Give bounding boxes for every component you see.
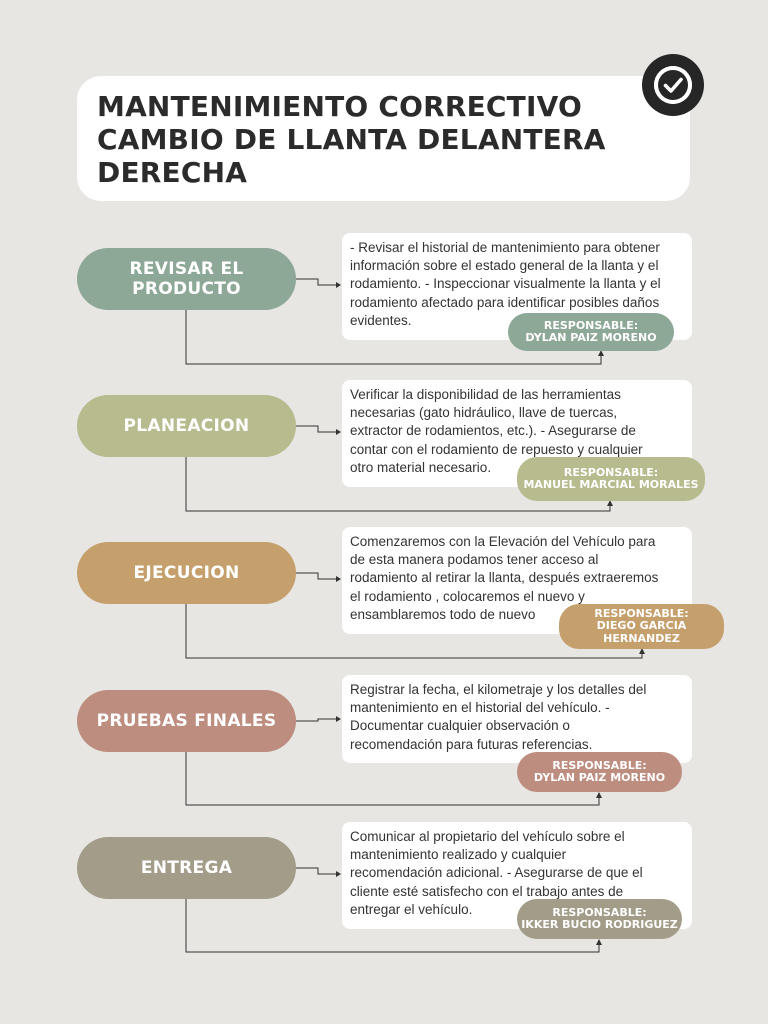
responsible-line: IKKER BUCIO RODRIGUEZ — [521, 918, 678, 931]
step-pill-planeacion — [77, 395, 296, 457]
arrow-right-4 — [336, 716, 341, 722]
connector-right-3 — [296, 573, 340, 579]
arrow-up-4 — [596, 792, 602, 798]
description-line: evidentes. — [350, 312, 412, 328]
step-label-line: PRODUCTO — [132, 279, 241, 299]
step-label-line: ENTREGA — [140, 858, 233, 878]
description-line: rodamiento. - Inspeccionar visualmente la llanta y el — [350, 276, 661, 292]
step-label-line: PLANEACION — [123, 416, 250, 436]
responsible-line: DYLAN PAIZ MORENO — [533, 771, 666, 784]
responsible-line: RESPONSABLE: — [552, 905, 647, 919]
responsible-badge — [559, 604, 724, 649]
connector-right-4 — [296, 719, 340, 721]
arrow-right-2 — [336, 429, 341, 435]
arrow-up-5 — [596, 939, 602, 945]
responsible-badge — [517, 752, 682, 792]
arrow-right-5 — [336, 871, 341, 877]
title-line-2: CAMBIO DE LLANTA DELANTERA — [97, 123, 606, 156]
description-line: rodamiento al retirar la llanta, después extraeremos — [350, 570, 659, 586]
description-line: otro material necesario. — [350, 459, 492, 475]
description-line: mantenimiento realizado y cualquier — [350, 847, 567, 863]
responsible-badge — [517, 457, 705, 501]
description-line: entregar el vehículo. — [350, 901, 473, 917]
description-line: información sobre el estado general de la llanta y el — [350, 258, 659, 274]
step-label-line: PRUEBAS FINALES — [96, 711, 277, 731]
description-line: ensamblaremos todo de nuevo — [350, 606, 536, 622]
responsible-line: RESPONSABLE: — [543, 318, 639, 332]
responsible-line: HERNANDEZ — [603, 631, 680, 645]
arrow-right-1 — [336, 282, 341, 288]
connector-right-1 — [296, 279, 340, 285]
title-line-3: DERECHA — [97, 156, 248, 189]
step-pill-entrega — [77, 837, 296, 899]
description-line: Verificar la disponibilidad de las herramientas — [350, 387, 621, 402]
connector-right-5 — [296, 868, 340, 874]
description-line: cliente esté satisfecho con el trabajo antes de — [350, 883, 624, 899]
description-line: Registrar la fecha, el kilometraje y los detalles del — [350, 682, 647, 697]
description-line: Documentar cualquier observación o — [350, 718, 570, 734]
responsible-line: DIEGO GARCIA — [596, 619, 687, 633]
description-line: contar con el rodamiento de repuesto y cualquier — [350, 441, 643, 457]
description-line: recomendación adicional. - Asegurarse de que el — [350, 865, 643, 881]
step-pill-ejecucion — [77, 542, 296, 604]
responsible-badge — [508, 313, 674, 351]
responsible-line: RESPONSABLE: — [563, 465, 659, 479]
description-line: de esta manera podamos tener acceso al — [350, 552, 599, 568]
description-line: necesarias (gato hidráulico, llave de tuercas, — [350, 405, 618, 421]
description-line: Comunicar al propietario del vehículo sobre el — [350, 829, 625, 844]
description-line: Comenzaremos con la Elevación del Vehículo para — [350, 534, 656, 549]
responsible-line: DYLAN PAIZ MORENO — [525, 331, 657, 344]
description-line: recomendación para futuras referencias. — [350, 736, 593, 752]
step-label-line: REVISAR EL — [129, 259, 244, 279]
connector-right-2 — [296, 426, 340, 432]
description-line: mantenimiento en el historial del vehículo. - — [350, 700, 610, 716]
step-pill-pruebas-finales — [77, 690, 296, 752]
arrow-right-3 — [336, 576, 341, 582]
responsible-line: RESPONSABLE: — [552, 758, 647, 772]
step-pill-revisar-producto — [77, 248, 296, 310]
step-label-line: EJECUCION — [133, 563, 240, 583]
description-line: - Revisar el historial de mantenimiento para obtener — [350, 240, 660, 255]
description-line: rodamiento afectado para identificar posibles daños — [350, 294, 660, 310]
title-line-1: MANTENIMIENTO CORRECTIVO — [97, 90, 582, 123]
responsible-line: MANUEL MARCIAL MORALES — [523, 478, 699, 491]
description-line: el rodamiento , colocaremos el nuevo y — [350, 588, 585, 604]
step-description-card — [342, 675, 692, 763]
description-line: extractor de rodamientos, etc.). - Asegurarse de — [350, 423, 636, 439]
responsible-line: RESPONSABLE: — [594, 606, 689, 620]
responsible-badge — [517, 899, 682, 939]
